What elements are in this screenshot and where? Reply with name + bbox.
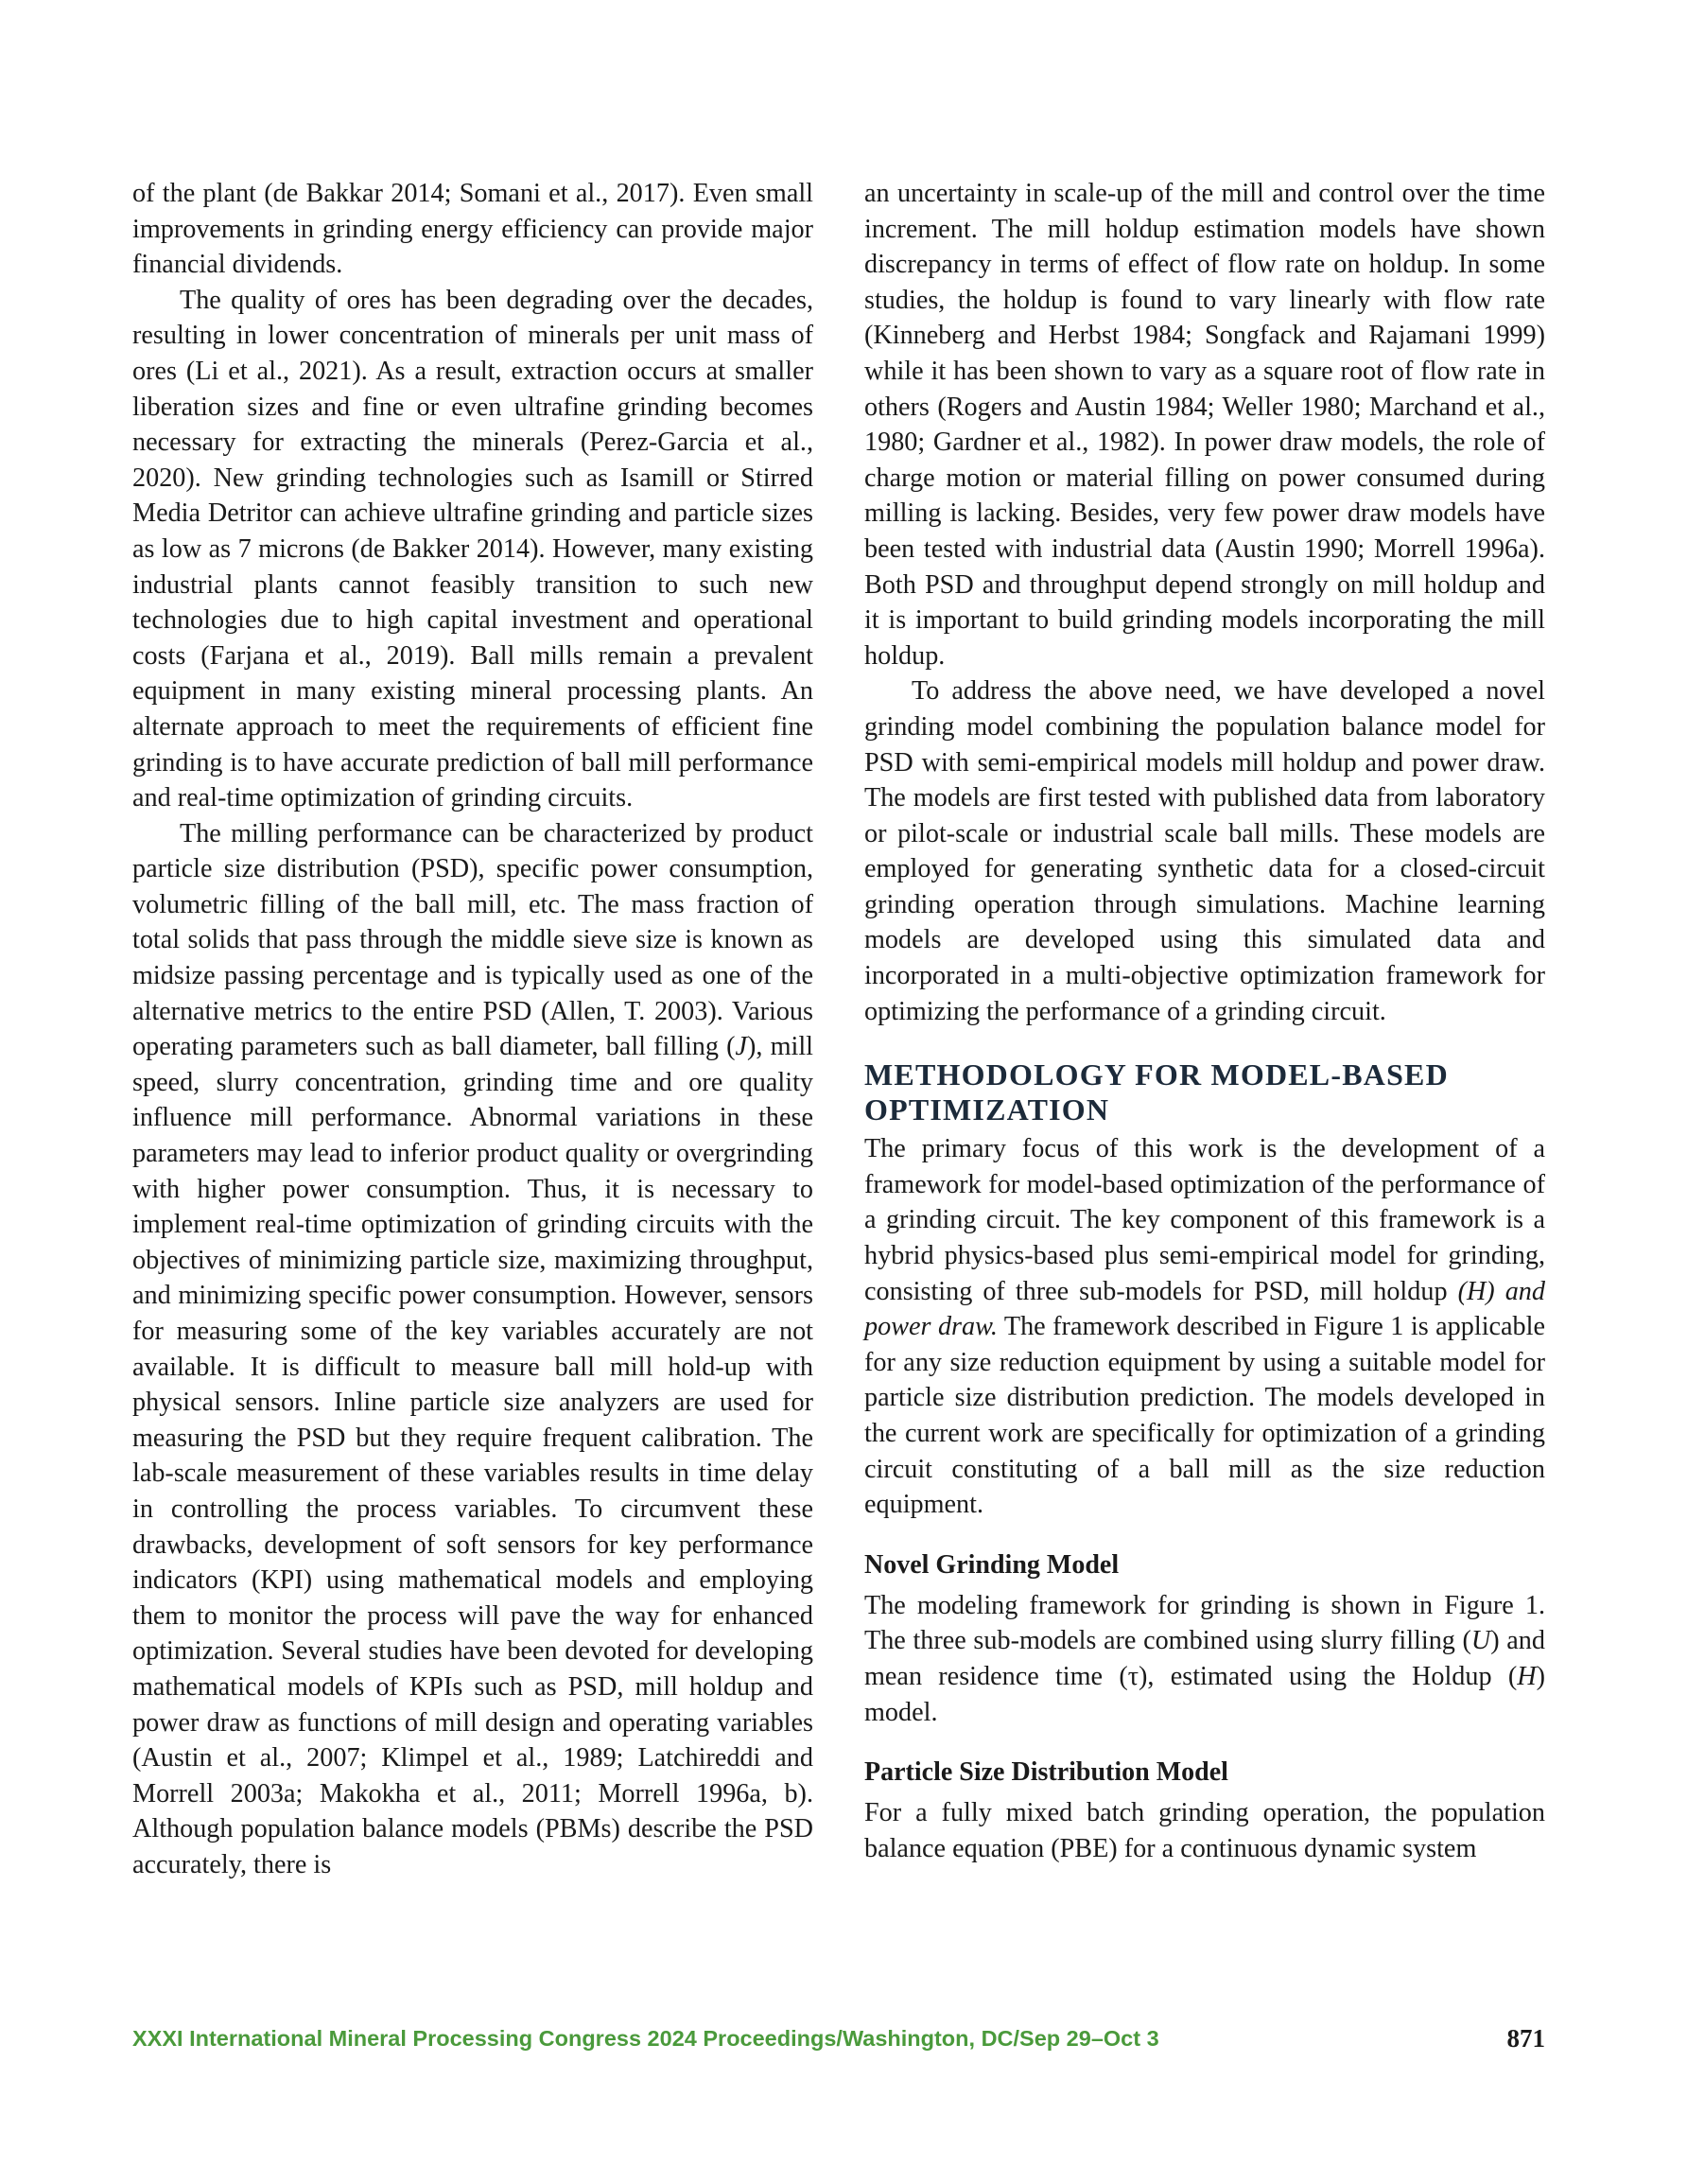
- paragraph-text: ), mill speed, slurry concentration, grinding time and ore quality influence mill performance. Abnormal variations in these parameters may lead to inferior product quality or overgrinding with higher power consumption. Thus, it is necessary to implement real-time optimization of grinding circuits with the objectives of minimizing particle size, maximizing throughput, and minimizing specific power consumption. However, sensors for measuring some of the key variables accurately are not available. It is difficult to measure ball mill hold-up with physical sensors. Inline particle size analyzers are used for measuring the PSD but they require frequent calibration. The lab-scale measurement of these variables results in time delay in controlling the process variables. To circumvent these drawbacks, development of soft sensors for key performance indicators (KPI) using mathematical models and employing them to monitor the process will pave the way for enhanced optimization. Several studies have been devoted for developing mathematical models of KPIs such as PSD, mill holdup and power draw as functions of mill design and operating variables (Austin et al., 2007; Klimpel et al., 1989; Latchireddi and Morrell 2003a; Makokha et al., 2011; Morrell 1996a, b). Although population balance models (PBMs) describe the PSD accurately, there is: [132, 1032, 814, 1879]
- right-column: [864, 176, 1545, 1866]
- page-number: 871: [1506, 2024, 1545, 2053]
- paragraph: [864, 1588, 1545, 1730]
- paragraph-text: The milling performance can be characterized by product particle size distribution (PSD), specific power consumption, volumetric filling of the ball mill, etc. The mass fraction of total solids that pass through the middle sieve size is known as midsize passing percentage and is typically used as one of the alternative metrics to the entire PSD (Allen, T. 2003). Various operating parameters such as ball diameter, ball filling (: [132, 818, 813, 1062]
- paragraph: The quality of ores has been degrading over the decades, resulting in lower concentration of minerals per unit mass of ores (Li et al., 2021). As a result, extraction occurs at smaller liberation sizes and fine or even ultrafine grinding becomes necessary for extracting the minerals (Perez-Garcia et al., 2020). New grinding technologies such as Isamill or Stirred Media Detritor can achieve ultrafine grinding and particle sizes as low as 7 microns (de Bakker 2014). However, many existing industrial plants cannot feasibly transition to such new technologies due to high capital investment and operational costs (Farjana et al., 2019). Ball mills remain a prevalent equipment in many existing mineral processing plants. An alternate approach to meet the requirements of efficient fine grinding is to have accurate prediction of ball mill performance and real-time optimization of grinding circuits.: [132, 285, 813, 813]
- paragraph: of the plant (de Bakkar 2014; Somani et al., 2017). Even small improvements in grinding energy efficiency can provide major financial dividends.: [132, 179, 813, 280]
- italic-phrase: (H) and power draw.: [864, 1276, 1545, 1342]
- left-column: [132, 176, 813, 1883]
- paragraph: [864, 1131, 1545, 1523]
- paragraph-text: ) model.: [864, 1661, 1545, 1727]
- paragraph: an uncertainty in scale-up of the mill and control over the time increment. The mill holdup estimation models have shown discrepancy in terms of effect of flow rate on holdup. In some studies, the holdup is found to vary linearly with flow rate (Kinneberg and Herbst 1984; Songfack and Rajamani 1999) while it has been shown to vary as a square root of flow rate in others (Rogers and Austin 1984; Weller 1980; Marchand et al., 1980; Gardner et al., 1982). In power draw models, the role of charge motion or material filling on power consumed during milling is lacking. Besides, very few power draw models have been tested with industrial data (Austin 1990; Morrell 1996a). Both PSD and throughput depend strongly on mill holdup and it is important to build grinding models incorporating the mill holdup.: [864, 179, 1545, 671]
- paragraph-text: The modeling framework for grinding is shown in Figure 1. The three sub-models are combined using slurry filling (: [864, 1590, 1545, 1656]
- conference-footer: XXXI International Mineral Processing Congress 2024 Proceedings/Washington, DC/Sep 29–Oct 3: [132, 2026, 1159, 2051]
- paragraph: For a fully mixed batch grinding operation, the population balance equation (PBE) for a continuous dynamic system: [864, 1798, 1545, 1863]
- paragraph-text: The framework described in Figure 1 is applicable for any size reduction equipment by using a suitable model for particle size distribution prediction. The models developed in the current work are specifically for optimization of a grinding circuit constituting of a ball mill as the size reduction equipment.: [864, 1312, 1545, 1520]
- page-footer: [132, 2026, 1545, 2064]
- section-heading: METHODOLOGY FOR MODEL-BASED OPTIMIZATION: [864, 1057, 1449, 1127]
- paragraph: To address the above need, we have developed a novel grinding model combining the population balance model for PSD with semi-empirical models mill holdup and power draw. The models are first tested with published data from laboratory or pilot-scale or industrial scale ball mills. These models are employed for generating synthetic data for a closed-circuit grinding operation through simulations. Machine learning models are developed using this simulated data and incorporated in a multi-objective optimization framework for optimizing the performance of a grinding circuit.: [864, 676, 1545, 1026]
- ball-filling-symbol: J: [735, 1032, 748, 1062]
- paragraph: [132, 816, 813, 1883]
- slurry-filling-symbol: U: [1470, 1626, 1491, 1656]
- paragraph-text: ) and mean residence time (τ), estimated using the Holdup (: [864, 1626, 1545, 1691]
- holdup-symbol: H: [1517, 1661, 1537, 1691]
- paragraph-text: The primary focus of this work is the development of a framework for model-based optimization of the performance of a grinding circuit. The key component of this framework is a hybrid physics-based plus semi-empirical model for grinding, consisting of three sub-models for PSD, mill holdup: [864, 1134, 1545, 1306]
- subsection-heading: Novel Grinding Model: [864, 1549, 1120, 1580]
- subsection-heading: Particle Size Distribution Model: [864, 1757, 1228, 1788]
